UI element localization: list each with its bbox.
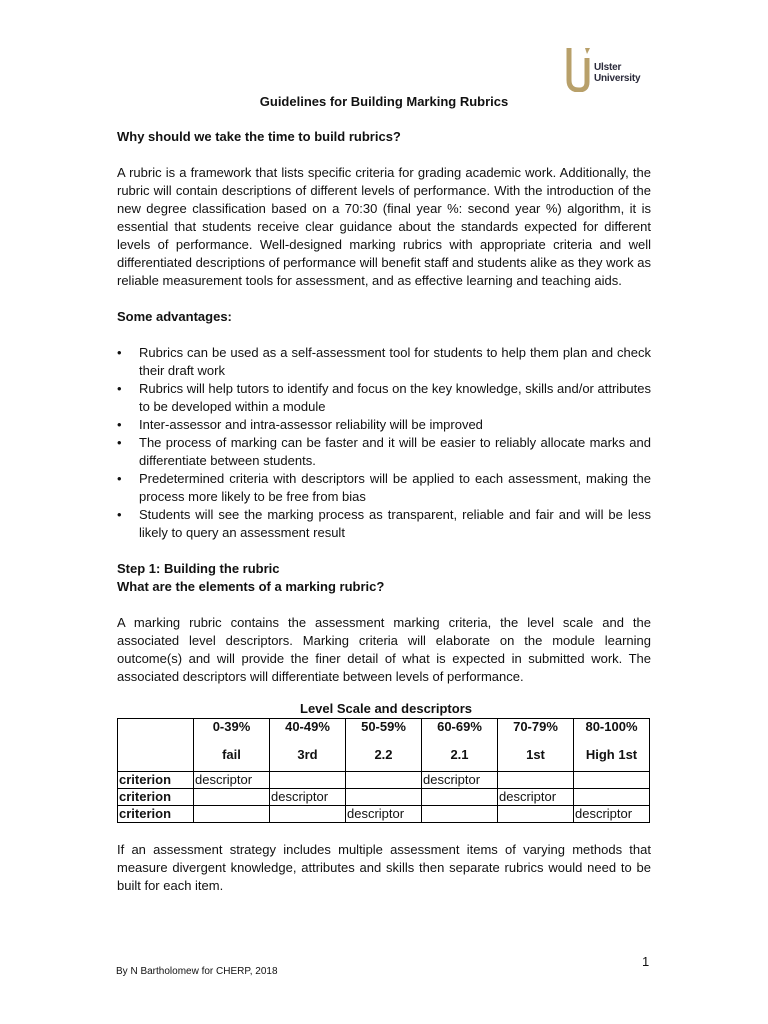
table-row bbox=[118, 772, 650, 789]
table-cell bbox=[346, 772, 422, 789]
table-corner-cell bbox=[118, 719, 194, 772]
table-cell bbox=[270, 806, 346, 823]
ulster-university-logo bbox=[566, 46, 646, 92]
table-cell bbox=[422, 789, 498, 806]
level-header: 0-39% fail bbox=[194, 719, 270, 772]
level-header: 80-100% High 1st bbox=[574, 719, 650, 772]
table-cell: descriptor bbox=[498, 789, 574, 806]
table-cell bbox=[498, 806, 574, 823]
advantages-heading: Some advantages: bbox=[117, 309, 232, 324]
step1-paragraph: A marking rubric contains the assessment marking criteria, the level scale and the associated level descriptors. Marking criteria will elaborate on the module learning outcome(s) and will provide the finer detail of what is expected in submitted work. The associated descriptors will differentiate between levels of performance. bbox=[117, 615, 651, 684]
table-cell: descriptor bbox=[422, 772, 498, 789]
criterion-label: criterion bbox=[118, 772, 194, 789]
criterion-label: criterion bbox=[118, 789, 194, 806]
table-row bbox=[118, 789, 650, 806]
rubric-table bbox=[117, 718, 650, 823]
table-cell bbox=[574, 772, 650, 789]
table-cell: descriptor bbox=[346, 806, 422, 823]
level-header: 40-49% 3rd bbox=[270, 719, 346, 772]
logo-mark-icon bbox=[566, 46, 590, 92]
table-cell bbox=[194, 789, 270, 806]
bullet-icon: • bbox=[117, 381, 122, 396]
level-header: 50-59% 2.2 bbox=[346, 719, 422, 772]
page-title: Guidelines for Building Marking Rubrics bbox=[259, 94, 509, 109]
bullet-icon: • bbox=[117, 471, 122, 486]
logo-text bbox=[594, 62, 640, 84]
table-title: Level Scale and descriptors bbox=[300, 701, 472, 716]
list-item: • The process of marking can be faster and it will be easier to reliably allocate marks and differentiate between students. bbox=[117, 435, 651, 468]
list-item: • Rubrics can be used as a self-assessment tool for students to help them plan and check their draft work bbox=[117, 345, 651, 378]
list-item: • Students will see the marking process as transparent, reliable and fair and will be less likely to query an assessment result bbox=[117, 507, 651, 540]
table-header-row bbox=[118, 719, 650, 772]
criterion-label: criterion bbox=[118, 806, 194, 823]
bullet-icon: • bbox=[117, 507, 122, 522]
table-cell: descriptor bbox=[194, 772, 270, 789]
level-header: 60-69% 2.1 bbox=[422, 719, 498, 772]
list-item: • Rubrics will help tutors to identify and focus on the key knowledge, skills and/or attributes to be developed within a module bbox=[117, 381, 651, 414]
bullet-icon: • bbox=[117, 417, 122, 432]
document-body bbox=[117, 128, 651, 895]
step1-heading: Step 1: Building the rubric bbox=[117, 561, 280, 576]
level-header: 70-79% 1st bbox=[498, 719, 574, 772]
bullet-icon: • bbox=[117, 435, 122, 450]
intro-paragraph: A rubric is a framework that lists specific criteria for grading academic work. Additionally, the rubric will contain descriptions of different levels of performance. With the introduction of the new degree classification based on a 70:30 (final year %: second year %) algorithm, it is essential that students receive clear guidance about the standards expected for different levels of performance. Well-designed marking rubrics with appropriate criteria and well differentiated descriptions of performance will benefit staff and students alike as they work as reliable measurement tools for assessment, and as effective learning and teaching aids. bbox=[117, 165, 651, 288]
table-cell bbox=[194, 806, 270, 823]
logo-line-1: Ulster bbox=[594, 62, 622, 73]
advantages-list bbox=[117, 344, 651, 542]
table-cell bbox=[574, 789, 650, 806]
footer-credit: By N Bartholomew for CHERP, 2018 bbox=[116, 966, 278, 977]
list-item: • Inter-assessor and intra-assessor reliability will be improved bbox=[117, 417, 483, 432]
table-cell bbox=[498, 772, 574, 789]
table-cell bbox=[422, 806, 498, 823]
why-heading: Why should we take the time to build rubrics? bbox=[117, 129, 401, 144]
table-row bbox=[118, 806, 650, 823]
table-cell bbox=[270, 772, 346, 789]
closing-paragraph: If an assessment strategy includes multiple assessment items of varying methods that measure divergent knowledge, attributes and skills then separate rubrics would need to be built for each item. bbox=[117, 842, 651, 893]
bullet-icon: • bbox=[117, 345, 122, 360]
table-cell bbox=[346, 789, 422, 806]
table-cell: descriptor bbox=[574, 806, 650, 823]
logo-line-2: University bbox=[594, 73, 641, 84]
list-item: • Predetermined criteria with descriptors will be applied to each assessment, making the process more likely to be free from bias bbox=[117, 471, 651, 504]
page-number: 1 bbox=[642, 954, 650, 969]
step1-subheading: What are the elements of a marking rubric? bbox=[117, 579, 385, 594]
table-cell: descriptor bbox=[270, 789, 346, 806]
